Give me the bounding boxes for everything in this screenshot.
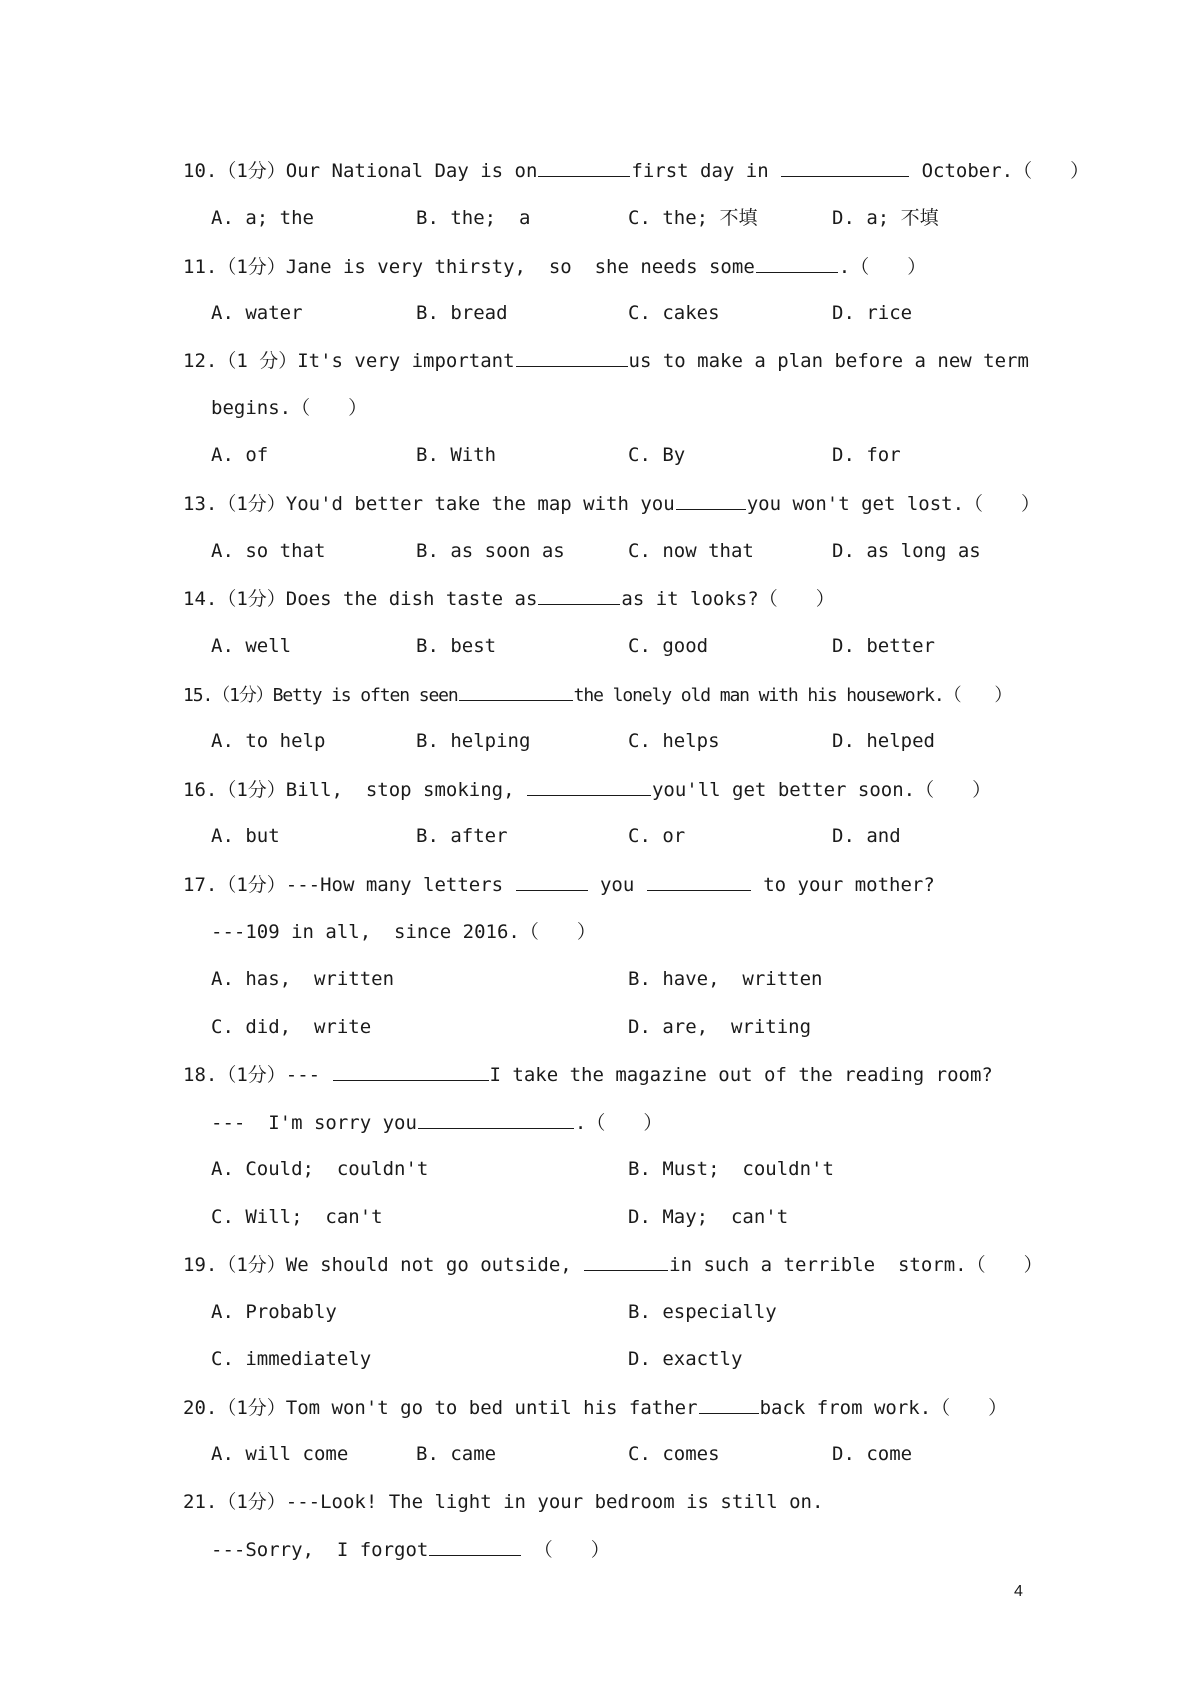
- q16-option-b[interactable]: B. after: [416, 825, 508, 847]
- q13-option-a[interactable]: A. so that: [211, 540, 326, 562]
- page-number: 4: [1014, 1583, 1023, 1600]
- q17-stem-2: you: [588, 874, 646, 896]
- question-16: [183, 777, 991, 802]
- q12-stem-1: 12.（1 分）It's very important: [183, 350, 515, 372]
- answer-blank[interactable]: [333, 1062, 489, 1081]
- answer-blank[interactable]: [459, 682, 573, 701]
- q16-stem-2: you'll get better soon.（ ）: [651, 779, 992, 801]
- q12-stem-2: us to make a plan before a new term: [628, 350, 1029, 372]
- q10-option-d[interactable]: D. a; 不填: [832, 207, 939, 229]
- q12-continuation: begins.（ ）: [211, 397, 368, 419]
- answer-blank[interactable]: [429, 1537, 521, 1556]
- q12-option-b[interactable]: B. With: [416, 444, 497, 466]
- answer-blank[interactable]: [699, 1395, 759, 1414]
- question-13: [183, 491, 1040, 516]
- q14-stem-2: as it looks?（ ）: [621, 588, 835, 610]
- q17-stem-1: 17.（1分）---How many letters: [183, 874, 515, 896]
- q12-option-d[interactable]: D. for: [832, 444, 901, 466]
- q15-stem-2: the lonely old man with his housework.（ ）: [573, 685, 1012, 706]
- answer-blank[interactable]: [676, 491, 746, 510]
- q17-stem-3: to your mother?: [751, 874, 935, 896]
- answer-blank[interactable]: [781, 158, 909, 177]
- q10-stem-1: 10.（1分）Our National Day is on: [183, 160, 538, 182]
- q13-stem-2: you won't get lost.（ ）: [746, 493, 1041, 515]
- q17-option-b[interactable]: B. have, written: [628, 968, 823, 990]
- q21-continuation-1: ---Sorry, I forgot: [211, 1539, 429, 1561]
- q11-stem-1: 11.（1分）Jane is very thirsty, so she needs some: [183, 256, 755, 278]
- question-15: [183, 682, 1011, 708]
- q17-option-c[interactable]: C. did, write: [211, 1016, 372, 1038]
- q14-option-a[interactable]: A. well: [211, 635, 292, 657]
- q19-stem-1: 19.（1分）We should not go outside,: [183, 1254, 584, 1276]
- q20-option-a[interactable]: A. will come: [211, 1443, 349, 1465]
- q18-option-c[interactable]: C. Will; can't: [211, 1206, 383, 1228]
- q20-option-c[interactable]: C. comes: [628, 1443, 720, 1465]
- question-11: [183, 254, 926, 279]
- q18-continuation-2: .（ ）: [574, 1112, 663, 1134]
- answer-blank[interactable]: [584, 1252, 668, 1271]
- question-17: [183, 872, 935, 897]
- answer-blank[interactable]: [516, 348, 628, 367]
- q11-option-c[interactable]: C. cakes: [628, 302, 720, 324]
- answer-blank[interactable]: [418, 1110, 574, 1129]
- q18-option-a[interactable]: A. Could; couldn't: [211, 1158, 429, 1180]
- question-18: [183, 1062, 993, 1087]
- answer-blank[interactable]: [538, 586, 620, 605]
- q20-option-d[interactable]: D. come: [832, 1443, 913, 1465]
- q15-option-d[interactable]: D. helped: [832, 730, 935, 752]
- q11-option-a[interactable]: A. water: [211, 302, 303, 324]
- question-21: [183, 1490, 823, 1514]
- q18-option-d[interactable]: D. May; can't: [628, 1206, 789, 1228]
- answer-blank[interactable]: [516, 872, 588, 891]
- q15-option-c[interactable]: C. helps: [628, 730, 720, 752]
- question-14: [183, 586, 835, 611]
- q10-option-a[interactable]: A. a; the: [211, 207, 314, 229]
- q17-option-a[interactable]: A. has, written: [211, 968, 395, 990]
- question-20: [183, 1395, 1007, 1420]
- answer-blank[interactable]: [538, 158, 630, 177]
- q19-option-a[interactable]: A. Probably: [211, 1301, 337, 1323]
- q15-stem-1: 15.（1分）Betty is often seen: [183, 685, 458, 706]
- q14-option-c[interactable]: C. good: [628, 635, 709, 657]
- question-10: [183, 158, 1089, 183]
- q19-option-d[interactable]: D. exactly: [628, 1348, 743, 1370]
- q16-option-a[interactable]: A. but: [211, 825, 280, 847]
- q13-stem-1: 13.（1分）You'd better take the map with you: [183, 493, 675, 515]
- q16-stem-1: 16.（1分）Bill, stop smoking,: [183, 779, 526, 801]
- q18-option-b[interactable]: B. Must; couldn't: [628, 1158, 834, 1180]
- q20-stem-2: back from work.（ ）: [759, 1397, 1008, 1419]
- q21-continuation-2: （ ）: [522, 1539, 610, 1561]
- q12-option-c[interactable]: C. By: [628, 444, 686, 466]
- q19-stem-2: in such a terrible storm.（ ）: [669, 1254, 1043, 1276]
- q17-continuation: ---109 in all, since 2016.（ ）: [211, 921, 596, 943]
- q16-option-d[interactable]: D. and: [832, 825, 901, 847]
- q10-stem-3: October.（ ）: [910, 160, 1090, 182]
- q15-option-a[interactable]: A. to help: [211, 730, 326, 752]
- answer-blank[interactable]: [647, 872, 751, 891]
- q15-option-b[interactable]: B. helping: [416, 730, 531, 752]
- q17-option-d[interactable]: D. are, writing: [628, 1016, 812, 1038]
- q13-option-b[interactable]: B. as soon as: [416, 540, 565, 562]
- q18-stem-1: 18.（1分）---: [183, 1064, 332, 1086]
- q12-option-a[interactable]: A. of: [211, 444, 269, 466]
- answer-blank[interactable]: [756, 254, 838, 273]
- q11-option-b[interactable]: B. bread: [416, 302, 508, 324]
- q21-stem-1: 21.（1分）---Look! The light in your bedroom is still on.: [183, 1491, 824, 1513]
- answer-blank[interactable]: [527, 777, 651, 796]
- q19-option-c[interactable]: C. immediately: [211, 1348, 372, 1370]
- q21-continuation: [211, 1537, 610, 1562]
- q19-option-b[interactable]: B. especially: [628, 1301, 777, 1323]
- q14-option-b[interactable]: B. best: [416, 635, 497, 657]
- q18-continuation-1: --- I'm sorry you: [211, 1112, 417, 1134]
- q13-option-c[interactable]: C. now that: [628, 540, 754, 562]
- q14-stem-1: 14.（1分）Does the dish taste as: [183, 588, 538, 610]
- q11-option-d[interactable]: D. rice: [832, 302, 913, 324]
- q13-option-d[interactable]: D. as long as: [832, 540, 981, 562]
- q16-option-c[interactable]: C. or: [628, 825, 686, 847]
- q14-option-d[interactable]: D. better: [832, 635, 935, 657]
- q10-option-b[interactable]: B. the; a: [416, 207, 531, 229]
- q18-stem-2: I take the magazine out of the reading room?: [489, 1064, 993, 1086]
- q20-option-b[interactable]: B. came: [416, 1443, 497, 1465]
- question-12: [183, 348, 1029, 373]
- q10-option-c[interactable]: C. the; 不填: [628, 207, 758, 229]
- question-19: [183, 1252, 1043, 1277]
- q18-continuation: [211, 1110, 662, 1135]
- q11-stem-2: .（ ）: [838, 256, 927, 278]
- q10-stem-2: first day in: [631, 160, 781, 182]
- q20-stem-1: 20.（1分）Tom won't go to bed until his father: [183, 1397, 698, 1419]
